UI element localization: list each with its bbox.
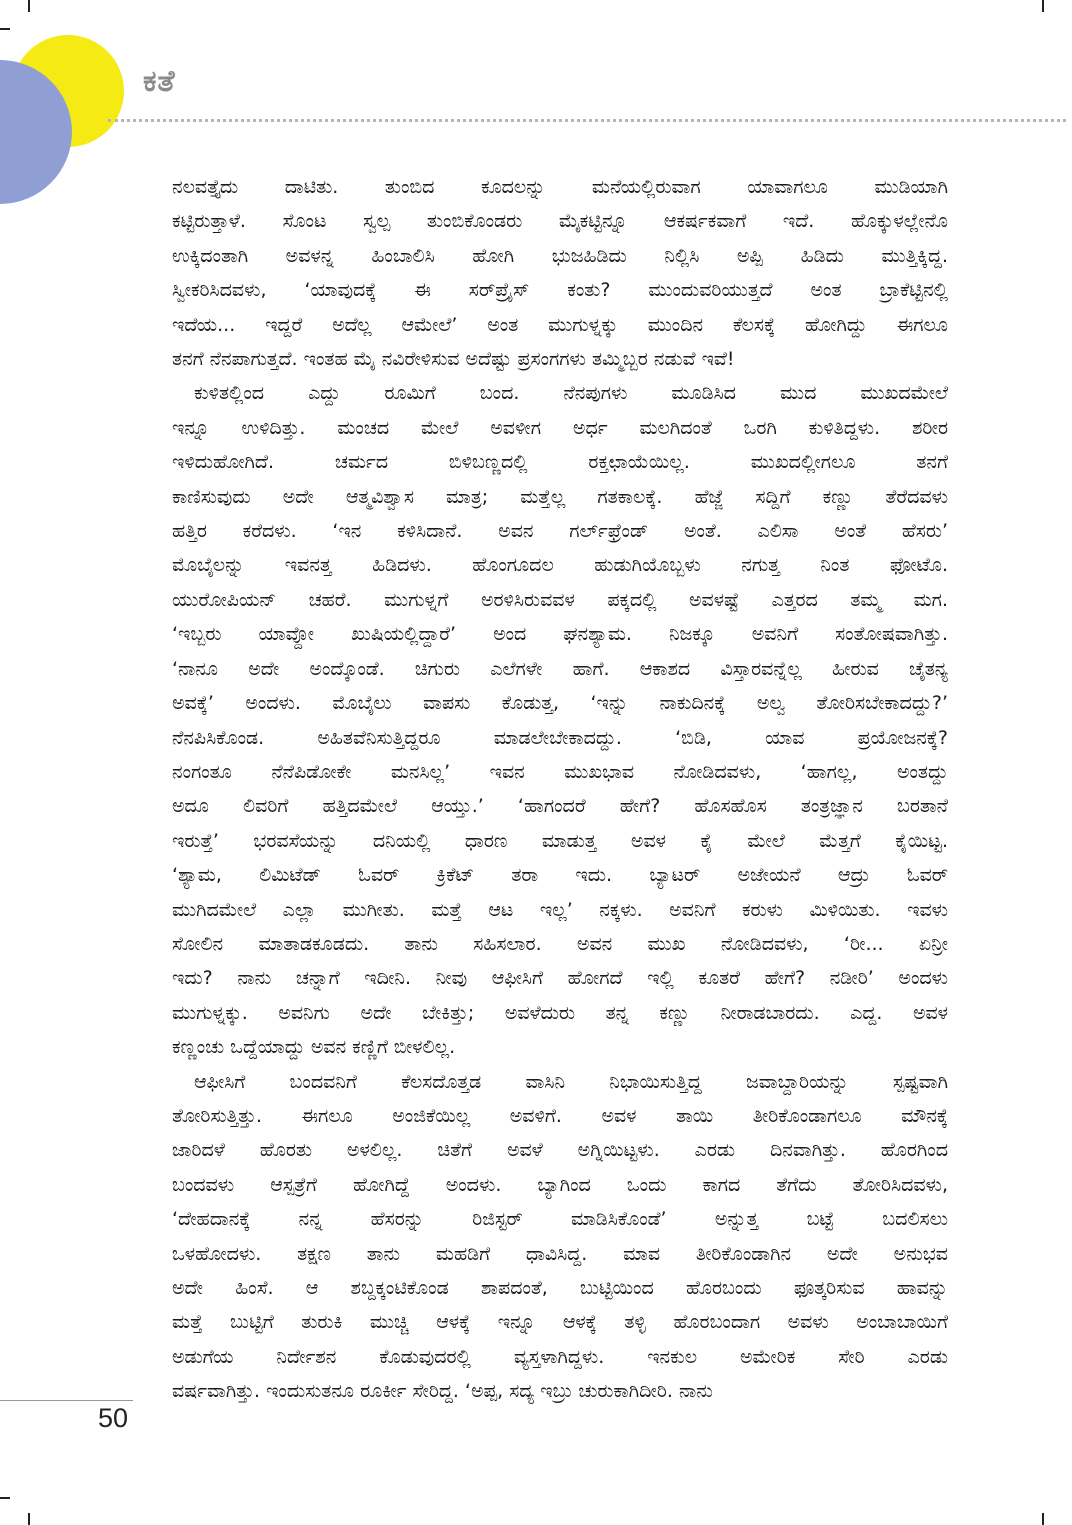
text-line: ಸೋಲಿನ ಮಾತಾಡಕೂಡದು. ತಾನು ಸಹಿಸಲಾರ. ಅವನ ಮುಖ ನೋಡಿದವಳು, ‘ರೀ... ಏನ್ರೀ (172, 932, 948, 955)
text-line: ವರ್ಷವಾಗಿತ್ತು. ಇಂದುಸುತನೂ ರೂರ್ಕೀ ಸೇರಿದ್ದ. ‘ಅಪ್ಪ, ಸದ್ಯ ಇಬ್ರು ಚುರುಕಾಗಿದೀರಿ. ನಾನು (172, 1380, 713, 1403)
text-line: ಕಣ್ಣಂಚು ಒದ್ದೆಯಾದ್ದು ಅವನ ಕಣ್ಣಿಗೆ ಬೀಳಲಿಲ್ಲ. (172, 1036, 456, 1059)
text-line: ಇರುತ್ತೆ’ ಭರವಸೆಯನ್ನು ದನಿಯಲ್ಲಿ ಧಾರಣ ಮಾಡುತ್ತ ಅವಳ ಕೈ ಮೇಲೆ ಮೆತ್ತಗೆ ಕೈಯಿಟ್ಟ. (172, 829, 948, 852)
text-line: ಯುರೋಪಿಯನ್ ಚಹರೆ. ಮುಗುಳ್ನಗೆ ಅರಳಿಸಿರುವವಳ ಪಕ್ಕದಲ್ಲಿ ಅವಳಷ್ಟೆ ಎತ್ತರದ ತಮ್ಮ ಮಗ. (172, 588, 948, 611)
text-line: ‘ನಾನೂ ಅದೇ ಅಂದ್ಕೊಂಡೆ. ಚಿಗುರು ಎಲೆಗಳೇ ಹಾಗೆ. ಆಕಾಶದ ವಿಸ್ತಾರವನ್ನೆಲ್ಲ ಹೀರುವ ಚೈತನ್ಯ (172, 657, 948, 680)
text-line: ನಲವತ್ತೈದು ದಾಟಿತು. ತುಂಬಿದ ಕೂದಲನ್ನು ಮನೆಯಲ್ಲಿರುವಾಗ ಯಾವಾಗಲೂ ಮುಡಿಯಾಗಿ (172, 176, 948, 198)
text-line: ಹತ್ತಿರ ಕರೆದಳು. ‘ಇನ ಕಳಿಸಿದಾನೆ. ಅವನ ಗರ್ಲ್‌ಫ್ರೆಂಡ್ ಅಂತೆ. ಎಲಿಸಾ ಅಂತೆ ಹೆಸರು’ (172, 520, 948, 543)
text-line: ಮತ್ತೆ ಬುಟ್ಟಿಗೆ ತುರುಕಿ ಮುಚ್ಚಿ ಆಳಕ್ಕೆ ಇನ್ನೂ ಆಳಕ್ಕೆ ತಳ್ಳಿ ಹೊರಬಂದಾಗ ಅವಳು ಅಂಬಾಬಾಯಿಗೆ (172, 1311, 948, 1334)
page-number: 50 (98, 1403, 129, 1433)
text-line: ಮುಗಿದಮೇಲೆ ಎಲ್ಲಾ ಮುಗೀತು. ಮತ್ತೆ ಆಟ ಇಲ್ಲ’ ನಕ್ಕಳು. ಅವನಿಗೆ ಕರುಳು ಮಿಳಿಯಿತು. ಇವಳು (172, 898, 948, 921)
text-line: ಜಾರಿದಳೆ ಹೊರತು ಅಳಲಿಲ್ಲ. ಚಿತೆಗೆ ಅವಳೆ ಅಗ್ನಿಯಿಟ್ಟಳು. ಎರಡು ದಿನವಾಗಿತ್ತು. ಹೊರಗಿಂದ (172, 1139, 948, 1162)
text-line: ತನಗೆ ನೆನಪಾಗುತ್ತದೆ. ಇಂತಹ ಮೈ ನವಿರೇಳಿಸುವ ಅದೆಷ್ಟು ಪ್ರಸಂಗಗಳು ತಮ್ಮಿಬ್ಬರ ನಡುವೆ ಇವೆ! (172, 348, 735, 371)
text-line: ‘ದೇಹದಾನಕ್ಕೆ ನನ್ನ ಹೆಸರನ್ನು ರಿಜಿಸ್ಟರ್ ಮಾಡಿಸಿಕೊಂಡೆ’ ಅನ್ನುತ್ತ ಬಟ್ಟೆ ಬದಲಿಸಲು (172, 1208, 948, 1231)
text-line: ಅದೇ ಹಿಂಸೆ. ಆ ಶಬ್ದಕ್ಕಂಟಿಕೊಂಡ ಶಾಪದಂತೆ, ಬುಟ್ಟಿಯಿಂದ ಹೊರಬಂದು ಫೂತ್ಕರಿಸುವ ಹಾವನ್ನು (172, 1277, 948, 1299)
text-line: ಮುಗುಳ್ನಕ್ಕು. ಅವನಿಗು ಅದೇ ಬೇಕಿತ್ತು; ಅವಳೆದುರು ತನ್ನ ಕಣ್ಣು ನೀರಾಡಬಾರದು. ಎದ್ದ. ಅವಳ (172, 1001, 948, 1024)
text-line: ಅದೂ ಲಿವರಿಗೆ ಹತ್ತಿದಮೇಲೆ ಆಯ್ತು.’ ‘ಹಾಗಂದರೆ ಹೇಗೆ? ಹೊಸಹೊಸ ತಂತ್ರಜ್ಞಾನ ಬರತಾನೆ (172, 795, 948, 818)
text-line: ಇದು? ನಾನು ಚನ್ನಾಗೆ ಇದೀನಿ. ನೀವು ಆಫೀಸಿಗೆ ಹೋಗದೆ ಇಲ್ಲಿ ಕೂತರೆ ಹೇಗೆ? ನಡೀರಿ’ ಅಂದಳು (172, 967, 948, 990)
text-line: ಆಫೀಸಿಗೆ ಬಂದವನಿಗೆ ಕೆಲಸದೊತ್ತಡ ವಾಸಿನಿ ನಿಭಾಯಿಸುತ್ತಿದ್ದ ಜವಾಬ್ದಾರಿಯನ್ನು ಸ್ಪಷ್ಟವಾಗಿ (194, 1070, 948, 1093)
text-line: ಅಡುಗೆಯ ನಿರ್ದೇಶನ ಕೊಡುವುದರಲ್ಲಿ ವ್ಯಸ್ತಳಾಗಿದ್ದಳು. ಇನಕುಲ ಅಮೇರಿಕ ಸೇರಿ ಎರಡು (172, 1345, 948, 1368)
text-line: ‘ಇಬ್ಬರು ಯಾವ್ದೋ ಖುಷಿಯಲ್ಲಿದ್ದಾರೆ’ ಅಂದ ಘನಶ್ಯಾಮ. ನಿಜಕ್ಕೂ ಅವನಿಗೆ ಸಂತೋಷವಾಗಿತ್ತು. (172, 623, 948, 646)
text-line: ಒಳಹೋದಳು. ತಕ್ಷಣ ತಾನು ಮಹಡಿಗೆ ಧಾವಿಸಿದ್ದ. ಮಾವ ತೀರಿಕೊಂಡಾಗಿನ ಅದೇ ಅನುಭವ (172, 1242, 948, 1265)
folio-rule (0, 1400, 133, 1401)
text-line: ಮೊಬೈಲನ್ನು ಇವನತ್ತ ಹಿಡಿದಳು. ಹೊಂಗೂದಲ ಹುಡುಗಿಯೊಬ್ಬಳು ನಗುತ್ತ ನಿಂತ ಫೋಟೊ. (172, 554, 948, 577)
text-line: ‘ಶ್ಯಾಮ, ಲಿಮಿಟೆಡ್ ಓವರ್ ಕ್ರಿಕೆಟ್ ತರಾ ಇದು. ಬ್ಯಾಟರ್ ಅಜೇಯನೆ ಆದ್ರು ಓವರ್ (172, 864, 948, 887)
story-body (172, 170, 948, 1409)
crop-mark-top-right (1042, 0, 1044, 12)
text-line: ಸ್ವೀಕರಿಸಿದವಳು, ‘ಯಾವುದಕ್ಕೆ ಈ ಸರ್‌ಪ್ರೈಸ್ ಕಂತು? ಮುಂದುವರಿಯುತ್ತದೆ ಅಂತ ಬ್ರಾಕೆಟ್ಟಿನಲ್ಲಿ (172, 279, 948, 302)
section-title: ಕತೆ (143, 64, 176, 99)
text-line: ಇಳಿದುಹೋಗಿದೆ. ಚರ್ಮದ ಬಿಳಿಬಣ್ಣದಲ್ಲಿ ರಕ್ತಛಾಯೆಯಿಲ್ಲ. ಮುಖದಲ್ಲೀಗಲೂ ತನಗೆ (172, 451, 948, 474)
dotted-rule (108, 119, 1066, 122)
text-line: ಕಟ್ಟಿರುತ್ತಾಳೆ. ಸೊಂಟ ಸ್ವಲ್ಪ ತುಂಬಿಕೊಂಡರು ಮೈಕಟ್ಟಿನ್ನೂ ಆಕರ್ಷಕವಾಗೆ ಇದೆ. ಹೊಕ್ಕುಳಲ್ಲೇನೊ (172, 210, 948, 233)
crop-mark-bottom-left-side (0, 1497, 10, 1499)
text-line: ಇದೆಯ... ಇದ್ದರೆ ಅದೆಲ್ಲ ಆಮೇಲೆ’ ಅಂತ ಮುಗುಳ್ನಕ್ಕು ಮುಂದಿನ ಕೆಲಸಕ್ಕೆ ಹೋಗಿದ್ದು ಈಗಲೂ (172, 313, 948, 336)
crop-mark-bottom-right (1042, 1513, 1044, 1525)
text-line: ತೋರಿಸುತ್ತಿತ್ತು. ಈಗಲೂ ಅಂಜಿಕೆಯಿಲ್ಲ ಅವಳಿಗೆ. ಅವಳ ತಾಯಿ ತೀರಿಕೊಂಡಾಗಲೂ ಮೌನಕ್ಕೆ (172, 1104, 948, 1127)
text-line: ಕಾಣಿಸುವುದು ಅದೇ ಆತ್ಮವಿಶ್ವಾಸ ಮಾತ್ರ; ಮತ್ತೆಲ್ಲ ಗತಕಾಲಕ್ಕೆ. ಹೆಜ್ಜೆ ಸದ್ದಿಗೆ ಕಣ್ಣು ತೆರೆದವಳು (172, 485, 948, 508)
text-line: ಬಂದವಳು ಆಸ್ಪತ್ರೆಗೆ ಹೋಗಿದ್ದೆ ಅಂದಳು. ಬ್ಯಾಗಿಂದ ಒಂದು ಕಾಗದ ತೆಗೆದು ತೋರಿಸಿದವಳು, (172, 1173, 948, 1196)
text-line: ನೆನಪಿಸಿಕೊಂಡ. ಅಹಿತವೆನಿಸುತ್ತಿದ್ದರೂ ಮಾಡಲೇಬೇಕಾದದ್ದು. ‘ಬಿಡಿ, ಯಾವ ಪ್ರಯೋಜನಕ್ಕೆ? (172, 726, 948, 749)
text-line: ನಂಗಂತೂ ನೆನೆಪಿಡೋಕೇ ಮನಸಿಲ್ಲ’ ಇವನ ಮುಖಭಾವ ನೋಡಿದವಳು, ‘ಹಾಗಲ್ಲ, ಅಂತದ್ದು (172, 760, 948, 783)
text-line: ಇನ್ನೂ ಉಳಿದಿತ್ತು. ಮಂಚದ ಮೇಲೆ ಅವಳೀಗ ಅರ್ಧ ಮಲಗಿದಂತೆ ಒರಗಿ ಕುಳಿತಿದ್ದಳು. ಶರೀರ (172, 416, 948, 439)
text-line: ಕುಳಿತಲ್ಲಿಂದ ಎದ್ದು ರೂಮಿಗೆ ಬಂದ. ನೆನಪುಗಳು ಮೂಡಿಸಿದ ಮುದ ಮುಖದಮೇಲೆ (194, 382, 948, 405)
text-line: ಅವಕ್ಕೆ’ ಅಂದಳು. ಮೊಬೈಲು ವಾಪಸು ಕೊಡುತ್ತ, ‘ಇನ್ನು ನಾಕುದಿನಕ್ಕೆ ಅಲ್ವ ತೋರಿಸಬೇಕಾದದ್ದು?’ (172, 692, 948, 715)
text-line: ಉಕ್ಕಿದಂತಾಗಿ ಅವಳನ್ನ ಹಿಂಬಾಲಿಸಿ ಹೋಗಿ ಭುಜಹಿಡಿದು ನಿಲ್ಲಿಸಿ ಅಪ್ಪಿ ಹಿಡಿದು ಮುತ್ತಿಕ್ಕಿದ್ದ. (172, 244, 948, 267)
decorative-circles (0, 0, 140, 220)
crop-mark-bottom-left (28, 1513, 30, 1525)
